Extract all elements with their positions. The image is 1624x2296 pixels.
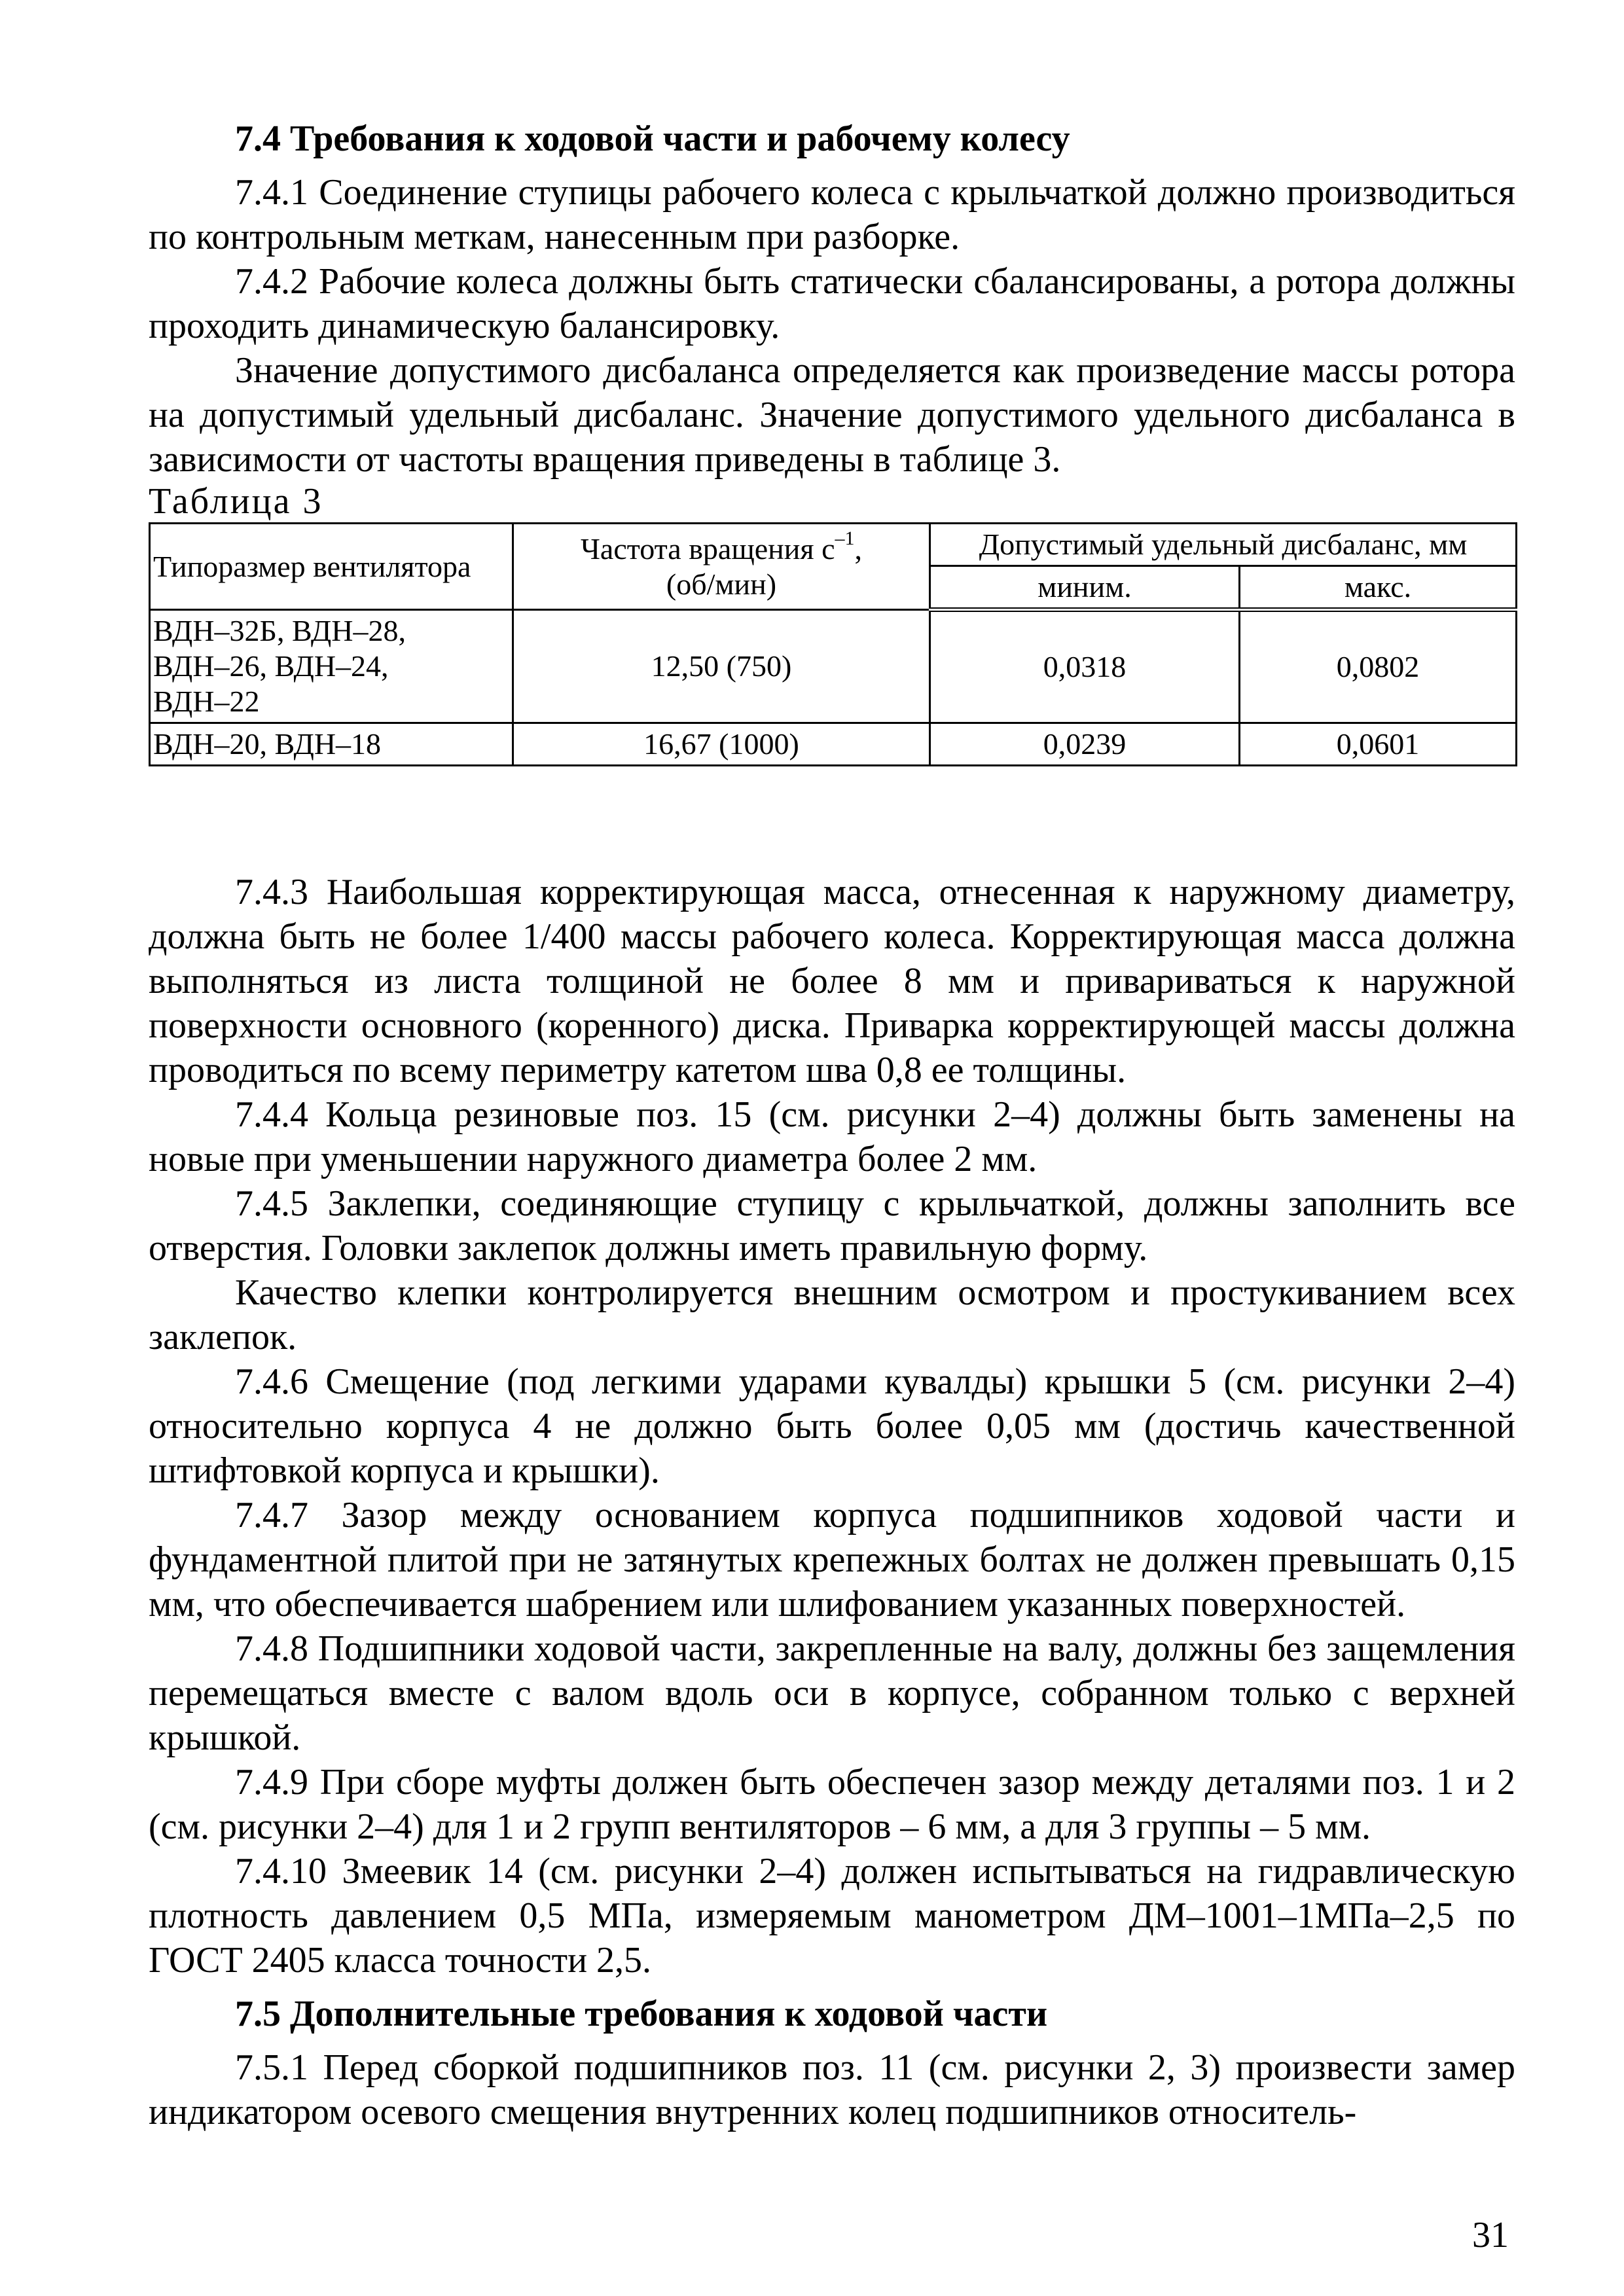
paragraph-7-4-1: 7.4.1 Соединение ступицы рабочего колеса с крыльчаткой должно производиться по контрольным меткам, нанесенным при разборке.	[149, 172, 1515, 257]
paragraph-7-4-4: 7.4.4 Кольца резиновые поз. 15 (см. рисунки 2–4) должны быть заменены на новые при уменьшении наружного диаметра более 2 мм.	[149, 1094, 1515, 1179]
paragraph-7-4-6: 7.4.6 Смещение (под легкими ударами кувалды) крышки 5 (см. рисунки 2–4) относительно корпуса 4 не должно быть более 0,05 мм (достичь качественной штифтовкой корпуса и крышки).	[149, 1361, 1515, 1491]
cell-min: 0,0318	[930, 610, 1240, 723]
paragraph-7-4-9: 7.4.9 При сборе муфты должен быть обеспечен зазор между деталями поз. 1 и 2 (см. рисунки 2–4) для 1 и 2 групп вентиляторов – 6 мм, а для 3 группы – 5 мм.	[149, 1762, 1515, 1847]
paragraph-7-4-5: 7.4.5 Заклепки, соединяющие ступицу с крыльчаткой, должны заполнить все отверстия. Головки заклепок должны иметь правильную форму.	[149, 1183, 1515, 1268]
header-allowed-imbalance: Допустимый удельный дисбаланс, мм	[930, 524, 1517, 566]
header-rotation-frequency: Частота вращения $с^{-1}$, (об/мин)	[513, 524, 930, 610]
page-content	[149, 117, 1515, 2134]
header-fan-size: Типоразмер вентилятора	[150, 524, 513, 610]
cell-fan-size: ВДН–20, ВДН–18	[150, 723, 513, 766]
section-heading-7-4: 7.4 Требования к ходовой части и рабочему колесу	[235, 118, 1070, 159]
paragraph-7-4-10: 7.4.10 Змеевик 14 (см. рисунки 2–4) должен испытываться на гидравлическую плотность давлением 0,5 МПа, измеряемым манометром ДМ–1001–1МПа–2,5 по ГОСТ 2405 класса точности 2,5.	[149, 1851, 1515, 1981]
table-row	[150, 610, 1517, 723]
spacer	[149, 766, 1515, 870]
cell-max: 0,0802	[1240, 610, 1517, 723]
header-min: миним.	[930, 566, 1240, 610]
paragraph-imbalance: Значение допустимого дисбаланса определяется как произведение массы ротора на допустимый удельный дисбаланс. Значение допустимого удельного дисбаланса в зависимости от частоты вращения приведены в таблице 3.	[149, 350, 1515, 480]
table-3	[149, 522, 1517, 766]
paragraph-7-4-3: 7.4.3 Наибольшая корректирующая масса, отнесенная к наружному диаметру, должна быть не более 1/400 массы рабочего колеса. Корректирующая масса должна выполняться из листа толщиной не более 8 мм и привариваться к наружной поверхности основного (коренного) диска. Приварка корректирующей массы должна проводиться по всему периметру катетом шва 0,8 ее толщины.	[149, 872, 1515, 1090]
paragraph-riveting-quality: Качество клепки контролируется внешним осмотром и простукиванием всех заклепок.	[149, 1272, 1515, 1357]
section-heading-7-5: 7.5 Дополнительные требования к ходовой части	[235, 1994, 1048, 2034]
paragraph-7-4-7: 7.4.7 Зазор между основанием корпуса подшипников ходовой части и фундаментной плитой при не затянутых крепежных болтах не должен превышать 0,15 мм, что обеспечивается шабрением или шлифованием указанных поверхностей.	[149, 1495, 1515, 1624]
cell-frequency: 12,50 (750)	[513, 610, 930, 723]
table-row	[150, 723, 1517, 766]
header-max: макс.	[1240, 566, 1517, 610]
paragraph-7-4-8: 7.4.8 Подшипники ходовой части, закрепленные на валу, должны без защемления перемещаться вместе с валом вдоль оси в корпусе, собранном только с верхней крышкой.	[149, 1628, 1515, 1758]
page-number: 31	[1472, 2215, 1509, 2255]
paragraph-7-4-2: 7.4.2 Рабочие колеса должны быть статически сбалансированы, а ротора должны проходить динамическую балансировку.	[149, 261, 1515, 346]
cell-fan-size: ВДН–32Б, ВДН–28, ВДН–26, ВДН–24, ВДН–22	[150, 610, 513, 723]
paragraph-7-5-1: 7.5.1 Перед сборкой подшипников поз. 11 (см. рисунки 2, 3) произвести замер индикатором осевого смещения внутренних колец подшипников относитель-	[149, 2047, 1515, 2132]
cell-min: 0,0239	[930, 723, 1240, 766]
cell-max: 0,0601	[1240, 723, 1517, 766]
table-caption: Таблица 3	[149, 481, 323, 522]
cell-frequency: 16,67 (1000)	[513, 723, 930, 766]
